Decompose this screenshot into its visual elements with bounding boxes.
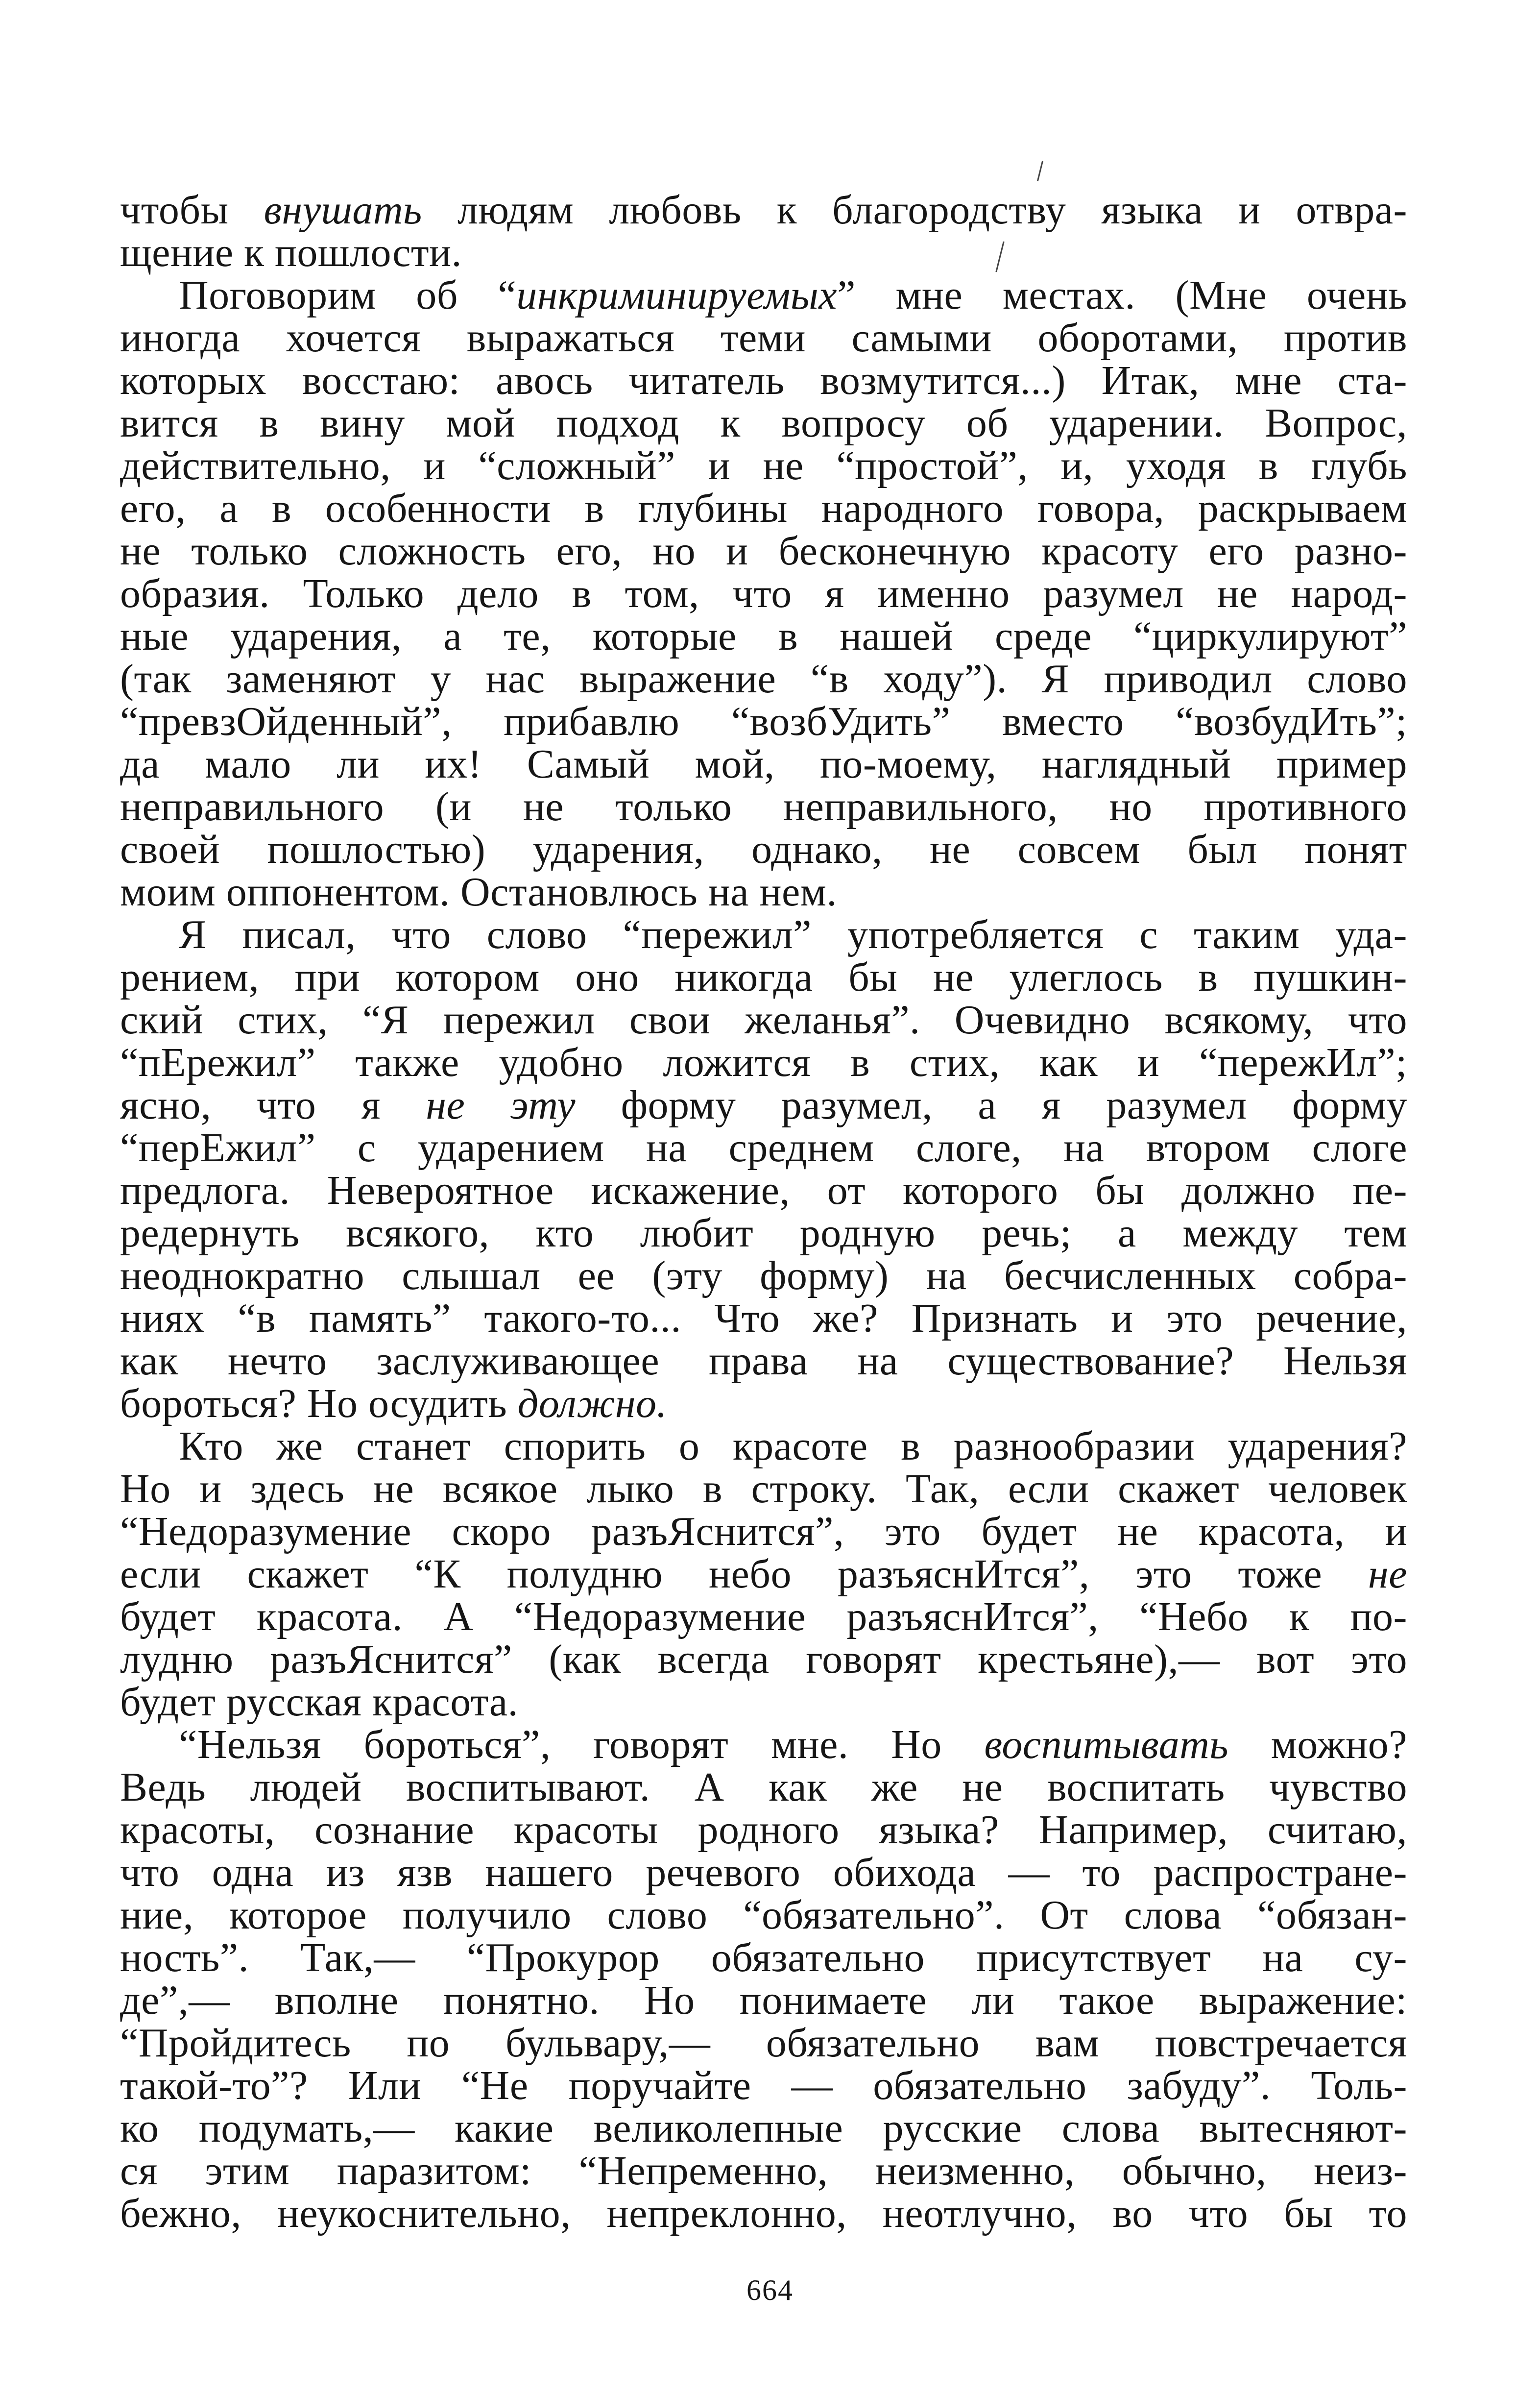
text-line: [120, 1681, 1407, 1723]
text-line: [120, 828, 1407, 871]
text-segment: ся этим паразитом: “Непременно, неизменно, обычно, неиз-: [120, 2148, 1407, 2194]
page-number: 664: [746, 2274, 794, 2306]
text-line: [120, 658, 1407, 700]
text-segment: ниях “в память” такого-то... Что же? Признать и это речение,: [120, 1295, 1407, 1341]
italic-text: не эту: [426, 1082, 576, 1128]
text-line: [120, 402, 1407, 444]
italic-text: должно.: [517, 1381, 668, 1426]
text-segment: ясно, что я: [120, 1082, 426, 1128]
text-segment: форму разумел, а я разумел форму: [576, 1082, 1407, 1128]
text-segment: Но и здесь не всякое лыко в строку. Так, если скажет человек: [120, 1466, 1407, 1512]
text-segment: такой-то”? Или “Не поручайте — обязательно забуду”. Толь-: [120, 2063, 1407, 2108]
italic-text: внушать: [264, 187, 422, 233]
text-segment: его, а в особенности в глубины народного говора, раскрываем: [120, 486, 1407, 531]
italic-text: инкриминируемых: [516, 272, 838, 318]
text-line: [120, 1126, 1407, 1169]
text-line: [120, 2192, 1407, 2235]
text-line: [120, 231, 1407, 274]
text-line: [120, 1894, 1407, 1936]
text-segment: да мало ли их! Самый мой, по-моему, наглядный пример: [120, 741, 1407, 787]
text-segment: ский стих, “Я пережил свои желанья”. Очевидно всякому, что: [120, 997, 1407, 1043]
text-line: [120, 1254, 1407, 1297]
text-line: [120, 274, 1407, 317]
text-segment: “превзОйденный”, прибавлю “возбУдить” вместо “возбудИть”;: [120, 699, 1407, 744]
text-line: [120, 189, 1407, 231]
text-segment: неправильного (и не только неправильного, но противного: [120, 784, 1407, 830]
text-segment: действительно, и “сложный” и не “простой”, и, уходя в глубь: [120, 443, 1407, 489]
text-segment: людям любовь к благородству языка и отвра-: [422, 187, 1407, 233]
text-segment: рением, при котором оно никогда бы не улеглось в пушкин-: [120, 954, 1407, 1000]
text-line: [120, 1297, 1407, 1340]
text-segment: “Нельзя бороться”, говорят мне. Но: [179, 1722, 985, 1767]
text-line: [120, 1041, 1407, 1084]
text-segment: чтобы: [120, 187, 264, 233]
text-segment: бороться? Но осудить: [120, 1381, 518, 1426]
text-line: [120, 1723, 1407, 1766]
text-segment: лудню разъЯснится” (как всегда говорят крестьяне),— вот это: [120, 1637, 1407, 1682]
text-segment: образия. Только дело в том, что я именно разумел не народ-: [120, 571, 1407, 616]
text-segment: ние, которое получило слово “обязательно”. От слова “обязан-: [120, 1892, 1407, 1938]
text-segment: будет русская красота.: [120, 1679, 519, 1725]
text-segment: как нечто заслуживающее права на существование? Нельзя: [120, 1338, 1407, 1384]
text-line: [120, 1595, 1407, 1638]
text-segment: (так заменяют у нас выражение “в ходу”). Я приводил слово: [120, 656, 1407, 702]
text-line: [120, 444, 1407, 487]
text-segment: неоднократно слышал ее (эту форму) на бесчисленных собра-: [120, 1253, 1407, 1298]
text-segment: своей пошлостью) ударения, однако, не совсем был понят: [120, 827, 1407, 872]
text-segment: “Недоразумение скоро разъЯснится”, это будет не красота, и: [120, 1509, 1407, 1554]
text-line: [120, 487, 1407, 530]
text-line: [120, 1510, 1407, 1553]
text-line: [120, 700, 1407, 743]
text-line: [120, 1340, 1407, 1382]
text-segment: моим оппонентом. Остановлюсь на нем.: [120, 869, 837, 915]
text-line: [120, 359, 1407, 402]
body-text: [120, 189, 1407, 2235]
text-segment: “пЕрежил” также удобно ложится в стих, как и “пережИл”;: [120, 1040, 1407, 1085]
text-line: [120, 1979, 1407, 2022]
text-segment: будет красота. А “Недоразумение разъяснИтся”, “Небо к по-: [120, 1594, 1407, 1639]
text-segment: бежно, неукоснительно, непреклонно, неотлучно, во что бы то: [120, 2191, 1407, 2236]
text-line: [120, 2022, 1407, 2064]
text-segment: ность”. Так,— “Прокурор обязательно присутствует на су-: [120, 1935, 1407, 1980]
italic-text: не: [1368, 1551, 1407, 1597]
text-segment: иногда хочется выражаться теми самыми оборотами, против: [120, 315, 1407, 361]
text-segment: ные ударения, а те, которые в нашей среде “циркулируют”: [120, 613, 1407, 659]
text-line: [120, 1638, 1407, 1681]
text-line: [120, 1425, 1407, 1467]
text-segment: если скажет “К полудню небо разъяснИтся”, это тоже: [120, 1551, 1369, 1597]
text-line: [120, 1084, 1407, 1126]
pencil-mark: [1037, 161, 1043, 181]
text-line: [120, 1766, 1407, 1808]
text-segment: Ведь людей воспитывают. А как же не воспитать чувство: [120, 1764, 1407, 1810]
text-segment: Я писал, что слово “пережил” употребляется с таким уда-: [179, 912, 1407, 957]
text-line: [120, 1212, 1407, 1254]
text-line: [120, 530, 1407, 572]
text-segment: “Пройдитесь по бульвару,— обязательно вам повстречается: [120, 2020, 1407, 2066]
text-line: [120, 615, 1407, 658]
text-line: [120, 999, 1407, 1041]
text-segment: которых восстаю: авось читатель возмутится...) Итак, мне ста-: [120, 358, 1407, 403]
text-line: [120, 871, 1407, 913]
text-line: [120, 1553, 1407, 1595]
text-line: [120, 1808, 1407, 1851]
text-segment: что одна из язв нашего речевого обихода — то распростране-: [120, 1850, 1407, 1895]
text-segment: красоты, сознание красоты родного языка? Например, считаю,: [120, 1807, 1407, 1853]
text-line: [120, 785, 1407, 828]
text-segment: “перЕжил” с ударением на среднем слоге, на втором слоге: [120, 1125, 1407, 1171]
text-line: [120, 2150, 1407, 2192]
text-segment: де”,— вполне понятно. Но понимаете ли такое выражение:: [120, 1978, 1407, 2023]
text-segment: предлога. Невероятное искажение, от которого бы должно пе-: [120, 1168, 1407, 1213]
text-line: [120, 956, 1407, 999]
text-segment: ко подумать,— какие великолепные русские слова вытесняют-: [120, 2105, 1407, 2151]
text-line: [120, 1382, 1407, 1425]
text-segment: можно?: [1228, 1722, 1407, 1767]
text-line: [120, 572, 1407, 615]
text-line: [120, 913, 1407, 956]
text-line: [120, 1169, 1407, 1212]
text-line: [120, 1851, 1407, 1894]
text-line: [120, 2064, 1407, 2107]
text-segment: Поговорим об “: [179, 272, 517, 318]
text-segment: щение к пошлости.: [120, 230, 462, 275]
text-segment: Кто же станет спорить о красоте в разнообразии ударения?: [179, 1423, 1407, 1469]
text-line: [120, 1467, 1407, 1510]
text-segment: ” мне местах. (Мне очень: [837, 272, 1407, 318]
text-line: [120, 743, 1407, 785]
text-segment: вится в вину мой подход к вопросу об ударении. Вопрос,: [120, 400, 1407, 446]
text-segment: редернуть всякого, кто любит родную речь; а между тем: [120, 1210, 1407, 1256]
text-line: [120, 1936, 1407, 1979]
text-line: [120, 317, 1407, 359]
text-line: [120, 2107, 1407, 2150]
italic-text: воспитывать: [984, 1722, 1228, 1767]
text-segment: не только сложность его, но и бесконечную красоту его разно-: [120, 528, 1407, 574]
